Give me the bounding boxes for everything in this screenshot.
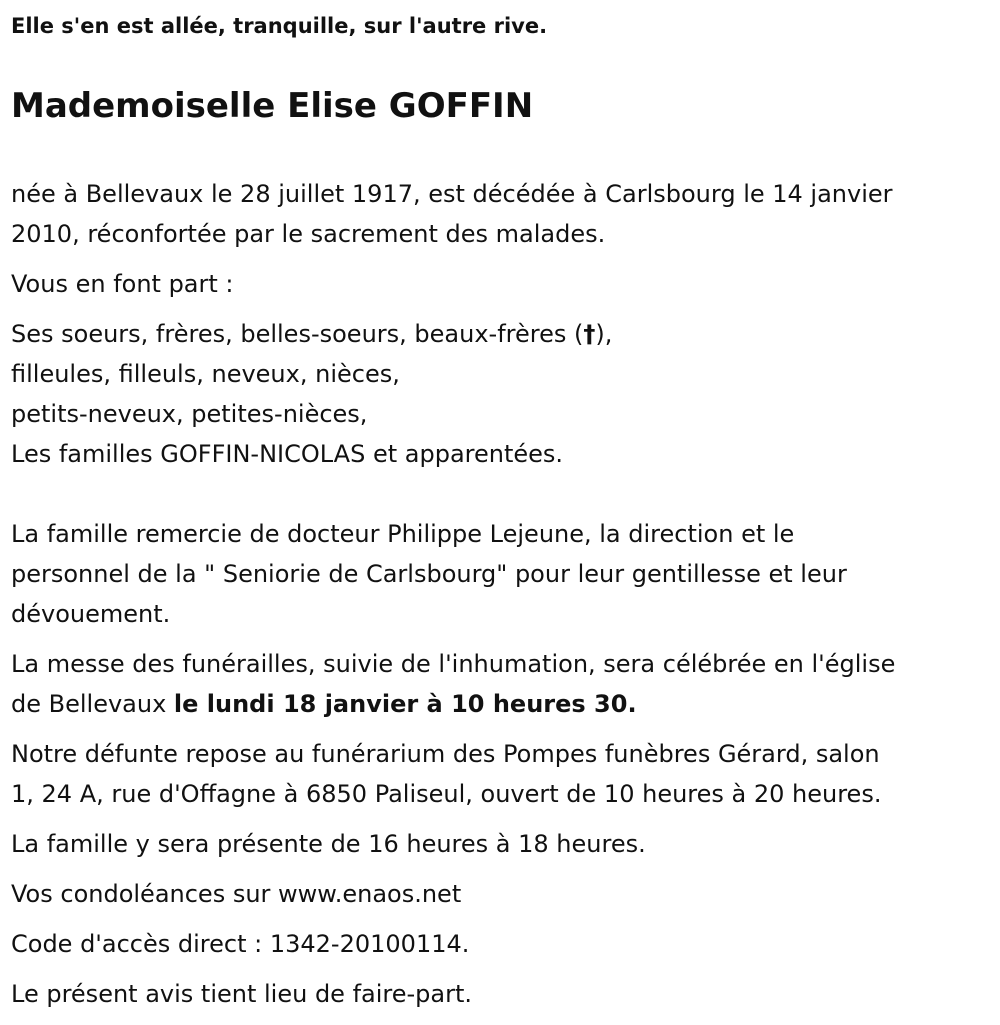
funeral-line-1: La messe des funérailles, suivie de l'inhumation, sera célébrée en l'église: [11, 650, 896, 678]
birth-death-paragraph: [11, 174, 989, 254]
repose-line-2: 1, 24 A, rue d'Offagne à 6850 Paliseul, ouvert de 10 heures à 20 heures.: [11, 780, 882, 808]
cross-icon: †: [583, 320, 596, 348]
closing-line: Le présent avis tient lieu de faire-part.: [11, 980, 473, 1008]
epitaph-heading: Elle s'en est allée, tranquille, sur l'autre rive.: [11, 14, 548, 38]
thanks-line-3: dévouement.: [11, 600, 171, 628]
funeral-date-time: le lundi 18 janvier à 10 heures 30.: [173, 690, 637, 718]
thanks-line-1: La famille remercie de docteur Philippe Lejeune, la direction et le: [11, 520, 795, 548]
family-line-1: [11, 314, 989, 354]
funeral-line-2: [11, 684, 989, 724]
family-line-1-end: ),: [595, 320, 613, 348]
repose-line-1: Notre défunte repose au funérarium des Pompes funèbres Gérard, salon: [11, 740, 880, 768]
spacer: [11, 484, 989, 514]
family-line-3: petits-neveux, petites-nièces,: [11, 400, 368, 428]
announce-line: Vous en font part :: [11, 270, 234, 298]
birth-death-line-1: née à Bellevaux le 28 juillet 1917, est décédée à Carlsbourg le 14 janvier: [11, 180, 893, 208]
family-paragraph: [11, 314, 989, 474]
condolences-line: Vos condoléances sur www.enaos.net: [11, 880, 462, 908]
family-line-4: Les familles GOFFIN-NICOLAS et apparentées.: [11, 440, 564, 468]
thanks-paragraph: [11, 514, 989, 634]
thanks-line-2: personnel de la " Seniorie de Carlsbourg" pour leur gentillesse et leur: [11, 560, 847, 588]
funeral-location: de Bellevaux: [11, 690, 174, 718]
family-line-2: filleules, filleuls, neveux, nièces,: [11, 360, 400, 388]
repose-paragraph: [11, 734, 989, 814]
announce-paragraph: [11, 264, 989, 304]
condolences-paragraph: [11, 874, 989, 914]
closing-paragraph: [11, 974, 989, 1014]
family-line-1-text: Ses soeurs, frères, belles-soeurs, beaux-frères (: [11, 320, 584, 348]
access-code-line: Code d'accès direct : 1342-20100114.: [11, 930, 470, 958]
presence-paragraph: [11, 824, 989, 864]
funeral-paragraph: [11, 644, 989, 724]
deceased-name: Mademoiselle Elise GOFFIN: [11, 86, 534, 126]
access-code-paragraph: [11, 924, 989, 964]
notice-body: [11, 174, 989, 1024]
presence-line: La famille y sera présente de 16 heures à 18 heures.: [11, 830, 646, 858]
birth-death-line-2: 2010, réconfortée par le sacrement des malades.: [11, 220, 606, 248]
